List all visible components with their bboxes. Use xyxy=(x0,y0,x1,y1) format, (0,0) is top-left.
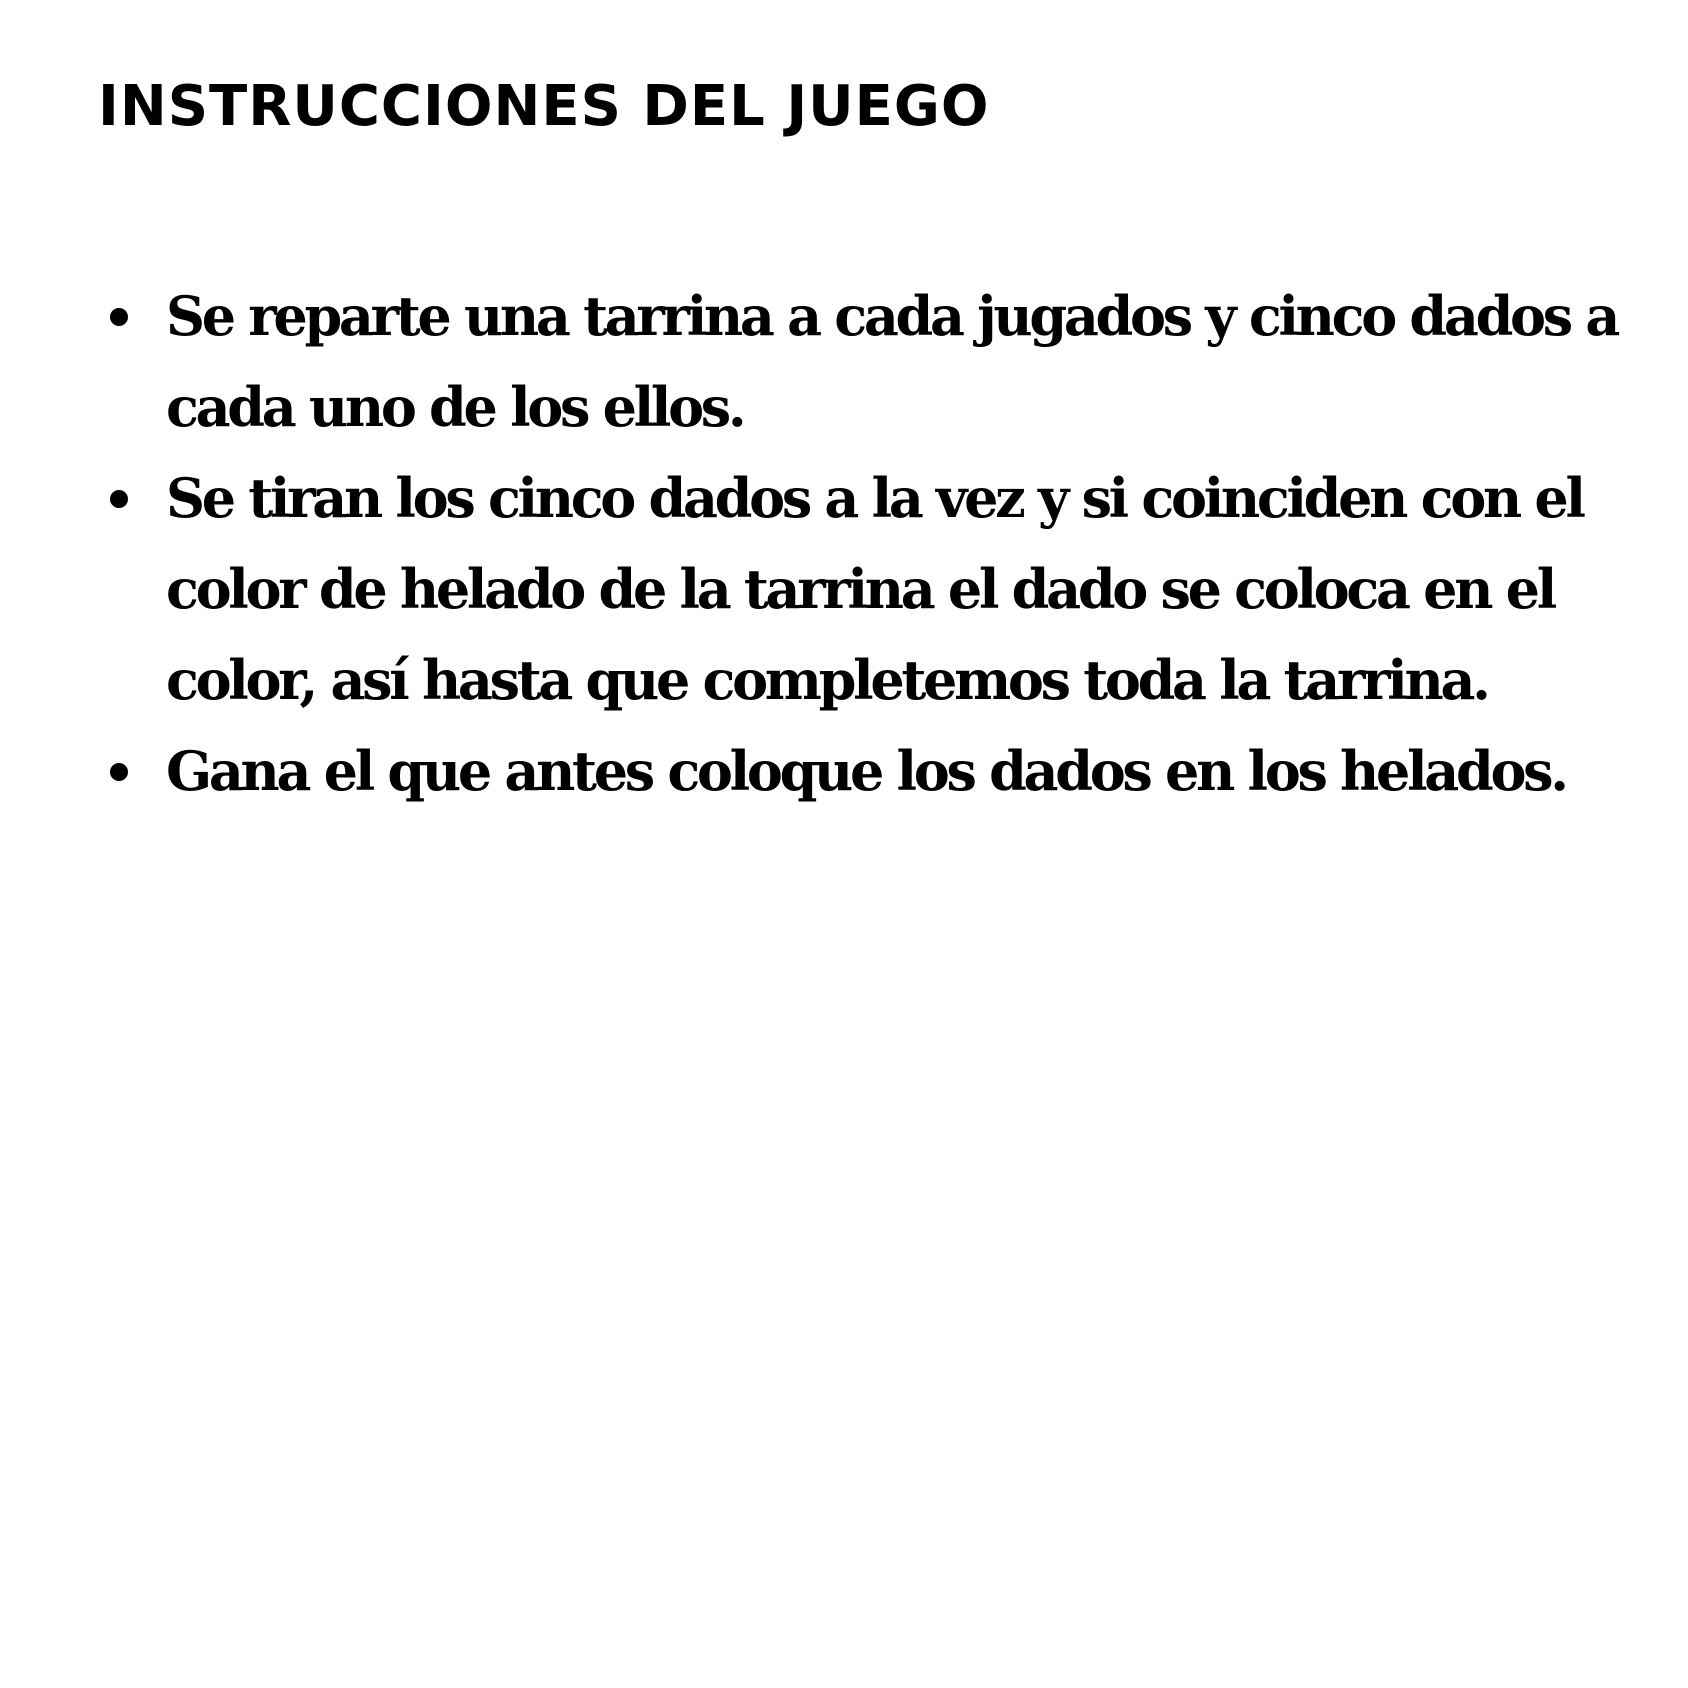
list-item xyxy=(0,453,1666,726)
bullet-icon xyxy=(110,763,128,781)
list-item xyxy=(0,271,1666,453)
rule-text: Se reparte una tarrina a cada jugados y cinco dados a cada uno de los ellos. xyxy=(166,284,1618,439)
rule-text: Se tiran los cinco dados a la vez y si coinciden con el color de helado de la tarrina el dado se coloca en el color, así hasta que completemos toda la tarrina. xyxy=(166,466,1583,712)
bullet-icon xyxy=(110,308,128,326)
page-title: INSTRUCCIONES DEL JUEGO xyxy=(98,74,990,139)
rules-list xyxy=(0,271,1688,817)
rule-text: Gana el que antes coloque los dados en los helados. xyxy=(166,739,1566,803)
list-item xyxy=(0,726,1666,817)
bullet-icon xyxy=(110,490,128,508)
